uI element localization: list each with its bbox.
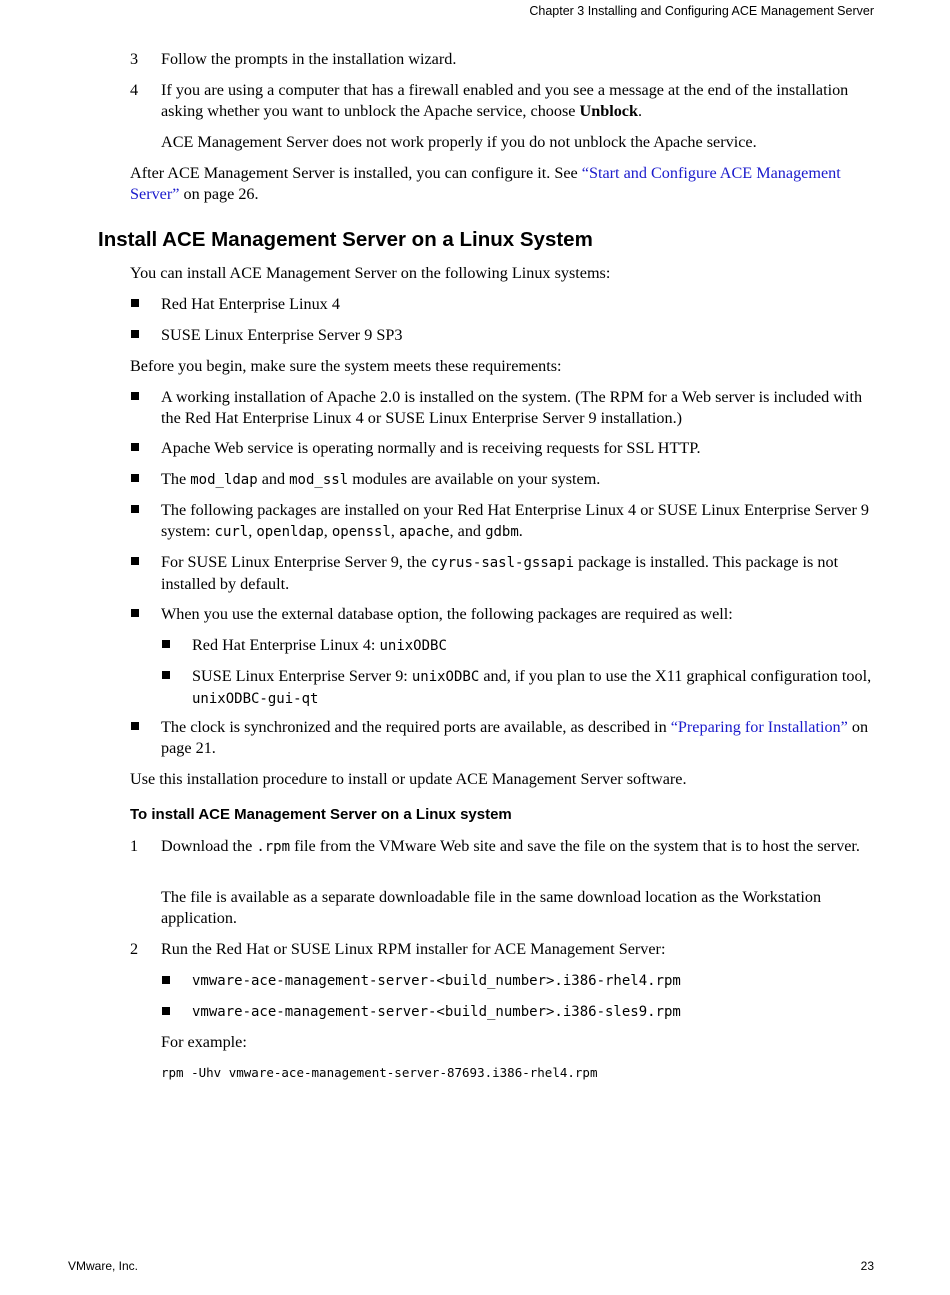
- bullet-icon: [131, 609, 139, 617]
- sub-list-item: SUSE Linux Enterprise Server 9: unixODBC and, if you plan to use the X11 graphical configuration tool, unixODBC-gui-qt: [192, 667, 872, 707]
- step-text: Run the Red Hat or SUSE Linux RPM installer for ACE Management Server:: [161, 940, 666, 958]
- step-text: Download the .rpm file from the VMware Web site and save the file on the system that is to host the server.: [161, 837, 860, 855]
- section-title: Install ACE Management Server on a Linux System: [98, 228, 593, 251]
- bullet-icon: [131, 392, 139, 400]
- start-configure-link[interactable]: “Start and Configure ACE Management Server”: [130, 164, 841, 203]
- step-number: 2: [130, 940, 139, 958]
- list-item: SUSE Linux Enterprise Server 9 SP3: [161, 326, 403, 344]
- requirements-intro: Before you begin, make sure the system meets these requirements:: [130, 357, 562, 375]
- procedure-intro: Use this installation procedure to install or update ACE Management Server software.: [130, 770, 687, 788]
- after-install-paragraph: After ACE Management Server is installed, you can configure it. See “Start and Configure ACE Management Server” on page 26.: [130, 164, 841, 203]
- rpm-filename: vmware-ace-management-server-<build_number>.i386-rhel4.rpm: [192, 973, 681, 989]
- example-label: For example:: [161, 1033, 247, 1051]
- sub-bullet-icon: [162, 640, 170, 648]
- note-paragraph: ACE Management Server does not work properly if you do not unblock the Apache service.: [161, 133, 757, 151]
- step-text: Follow the prompts in the installation wizard.: [161, 50, 457, 68]
- sub-bullet-icon: [162, 1007, 170, 1015]
- bullet-icon: [131, 474, 139, 482]
- unblock-term: Unblock: [579, 101, 638, 120]
- bullet-icon: [131, 299, 139, 307]
- rpm-filename: vmware-ace-management-server-<build_number>.i386-sles9.rpm: [192, 1004, 681, 1020]
- bullet-icon: [131, 722, 139, 730]
- running-header: Chapter 3 Installing and Configuring ACE Management Server: [529, 4, 874, 18]
- step-number: 3: [130, 50, 139, 68]
- list-item: Red Hat Enterprise Linux 4: [161, 295, 340, 313]
- step-note: The file is available as a separate downloadable file in the same download location as the Workstation application.: [161, 888, 822, 927]
- list-item: Apache Web service is operating normally and is receiving requests for SSL HTTP.: [161, 439, 701, 457]
- bullet-icon: [131, 557, 139, 565]
- page-number: 23: [860, 1259, 874, 1273]
- list-item: The following packages are installed on your Red Hat Enterprise Linux 4 or SUSE Linux Enterprise Server 9 system: curl, openldap, openssl, apache, and gdbm.: [161, 501, 870, 540]
- preparing-installation-link[interactable]: “Preparing for Installation”: [670, 718, 848, 736]
- footer-company: VMware, Inc.: [68, 1259, 139, 1273]
- step-number: 1: [130, 837, 139, 855]
- step-text: If you are using a computer that has a firewall enabled and you see a message at the end of the installation asking whether you want to unblock the Apache service, choose Unblock.: [161, 81, 849, 120]
- intro-paragraph: You can install ACE Management Server on the following Linux systems:: [130, 264, 611, 282]
- list-item: The mod_ldap and mod_ssl modules are available on your system.: [161, 470, 601, 488]
- sub-list-item: Red Hat Enterprise Linux 4: unixODBC: [192, 636, 447, 654]
- bullet-icon: [131, 443, 139, 451]
- list-item: For SUSE Linux Enterprise Server 9, the cyrus-sasl-gssapi package is installed. This package is not installed by default.: [161, 553, 839, 593]
- list-item: When you use the external database option, the following packages are required as well:: [161, 605, 733, 623]
- list-item: A working installation of Apache 2.0 is installed on the system. (The RPM for a Web server is included with the Red Hat Enterprise Linux 4 or SUSE Linux Enterprise Server 9 installation.): [161, 388, 863, 427]
- example-command: rpm -Uhv vmware-ace-management-server-87693.i386-rhel4.rpm: [161, 1065, 598, 1080]
- step-number: 4: [130, 81, 139, 99]
- sub-bullet-icon: [162, 976, 170, 984]
- procedure-title: To install ACE Management Server on a Linux system: [130, 806, 512, 823]
- bullet-icon: [131, 330, 139, 338]
- list-item: The clock is synchronized and the required ports are available, as described in “Preparing for Installation” on page 21.: [161, 718, 869, 757]
- bullet-icon: [131, 505, 139, 513]
- sub-bullet-icon: [162, 671, 170, 679]
